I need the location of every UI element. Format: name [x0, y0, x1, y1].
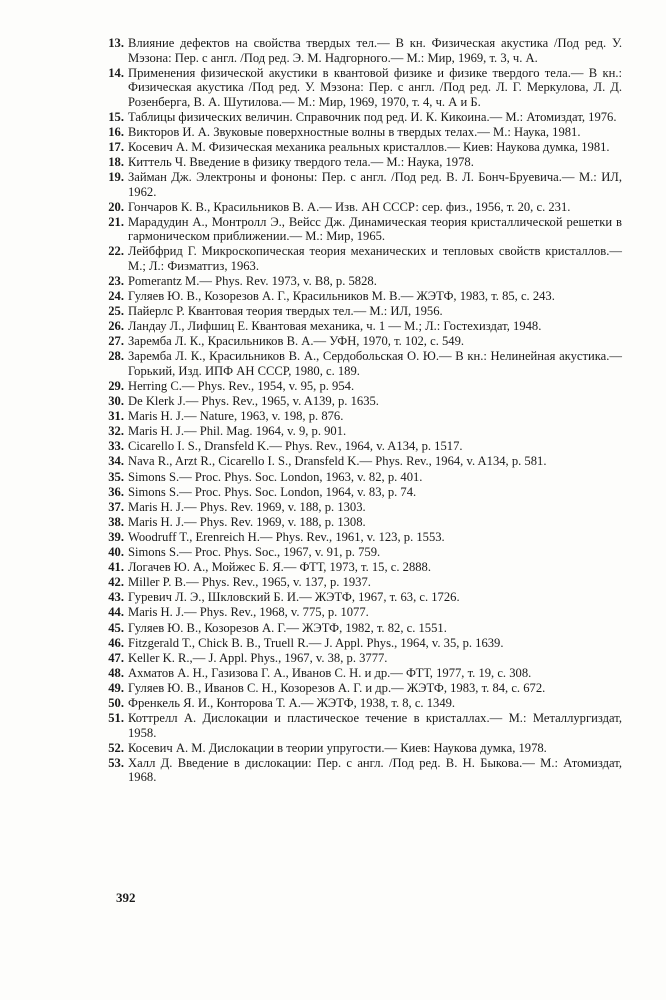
- page-number: 392: [116, 890, 136, 905]
- reference-item: [102, 470, 622, 485]
- reference-text: Simons S.— Proc. Phys. Soc. London, 1964, v. 83, p. 74.: [128, 484, 417, 499]
- reference-number: 32.: [108, 424, 124, 439]
- reference-text: Таблицы физических величин. Справочник под ред. И. К. Кикоина.— М.: Атомиздат, 1976.: [128, 109, 617, 124]
- reference-number: 27.: [108, 334, 124, 349]
- reference-item: [102, 696, 622, 711]
- reference-number: 42.: [108, 575, 124, 590]
- reference-text: Гуляев Ю. В., Козорезов А. Г.— ЖЭТФ, 1982, т. 82, с. 1551.: [128, 620, 447, 635]
- reference-number: 39.: [108, 529, 124, 544]
- reference-item: [102, 560, 622, 575]
- reference-text: Maris H. J.— Nature, 1963, v. 198, p. 876.: [128, 409, 344, 424]
- reference-item: [102, 334, 622, 349]
- reference-item: [102, 500, 622, 515]
- reference-text: Fitzgerald T., Chick B. B., Truell R.— J. Appl. Phys., 1964, v. 35, p. 1639.: [128, 635, 504, 650]
- reference-text: Maris H. J.— Phys. Rev. 1969, v. 188, p. 1308.: [128, 514, 366, 529]
- reference-number: 14.: [108, 65, 124, 80]
- reference-text: De Klerk J.— Phys. Rev., 1965, v. A139, p. 1635.: [128, 394, 379, 409]
- reference-item: [102, 349, 622, 378]
- reference-item: [102, 289, 622, 304]
- reference-text: Гуляев Ю. В., Козорезов А. Г., Красильников М. В.— ЖЭТФ, 1983, т. 85, с. 243.: [128, 289, 555, 304]
- reference-text: Коттрелл А. Дислокации и пластическое течение в кристаллах.— М.: Металлургиздат, 1958.: [128, 711, 622, 740]
- reference-item: [102, 681, 622, 696]
- reference-item: [102, 621, 622, 636]
- reference-number: 36.: [108, 484, 124, 499]
- reference-number: 29.: [108, 379, 124, 393]
- reference-number: 22.: [108, 244, 124, 259]
- reference-number: 53.: [108, 755, 124, 770]
- reference-number: 38.: [108, 514, 124, 529]
- reference-number: 15.: [108, 109, 124, 124]
- reference-item: [102, 439, 622, 454]
- reference-item: [102, 636, 622, 651]
- reference-text: Maris H. J.— Phil. Mag. 1964, v. 9, p. 901.: [128, 424, 347, 439]
- reference-item: [102, 36, 622, 65]
- reference-text: Miller P. B.— Phys. Rev., 1965, v. 137, p. 1937.: [128, 575, 371, 590]
- reference-item: [102, 379, 622, 394]
- reference-item: [102, 424, 622, 439]
- reference-number: 50.: [108, 695, 124, 710]
- reference-number: 26.: [108, 319, 124, 334]
- reference-text: Гуревич Л. Э., Шкловский Б. И.— ЖЭТФ, 1967, т. 63, с. 1726.: [128, 590, 460, 605]
- reference-text: Simons S.— Proc. Phys. Soc. London, 1963, v. 82, p. 401.: [128, 469, 423, 484]
- reference-text: Киттель Ч. Введение в физику твердого тела.— М.: Наука, 1978.: [128, 154, 474, 169]
- reference-item: [102, 394, 622, 409]
- reference-text: Халл Д. Введение в дислокации: Пер. с англ. /Под ред. В. Н. Быкова.— М.: Атомиздат, 1968.: [128, 755, 622, 785]
- reference-text: Применения физической акустики в квантовой физике и физике твердого тела.— В кн.: Физическая акустика /Под ред. У. Мэзона: Пер. с англ. /Под ред. Л. Г. Меркулова, Л. Д. Розенберга, В. А. Шутилова.— М.: Мир, 1969, 1970, т. 4, ч. А и Б.: [128, 65, 622, 109]
- reference-item: [102, 605, 622, 620]
- reference-number: 48.: [108, 665, 124, 680]
- reference-item: [102, 530, 622, 545]
- reference-number: 25.: [108, 304, 124, 319]
- reference-number: 28.: [108, 349, 124, 364]
- reference-text: Заремба Л. К., Красильников В. А.— УФН, 1970, т. 102, с. 549.: [128, 334, 465, 349]
- reference-item: [102, 590, 622, 605]
- reference-item: [102, 215, 622, 244]
- reference-text: Cicarello I. S., Dransfeld K.— Phys. Rev., 1964, v. A134, p. 1517.: [128, 439, 463, 454]
- reference-number: 19.: [108, 170, 124, 185]
- reference-number: 18.: [108, 154, 124, 169]
- reference-text: Марадудин А., Монтролл Э., Вейсс Дж. Динамическая теория кристаллической решетки в гармоническом приближении.— М.: Мир, 1965.: [128, 214, 622, 244]
- reference-item: [102, 545, 622, 560]
- reference-number: 45.: [108, 620, 124, 635]
- reference-text: Maris H. J.— Phys. Rev., 1968, v. 775, p. 1077.: [128, 605, 369, 620]
- reference-text: Nava R., Arzt R., Cicarello I. S., Dransfeld K.— Phys. Rev., 1964, v. A134, p. 581.: [128, 454, 547, 469]
- reference-item: [102, 666, 622, 681]
- reference-text: Herring C.— Phys. Rev., 1954, v. 95, p. 954.: [128, 379, 355, 393]
- reference-text: Влияние дефектов на свойства твердых тел.— В кн. Физическая акустика /Под ред. У. Мэзона: Пер. с англ. /Под ред. Э. М. Надгорного.— М.: Мир, 1969, т. 3, ч. А.: [128, 36, 622, 65]
- reference-text: Ахматов А. Н., Газизова Г. А., Иванов С. Н. и др.— ФТТ, 1977, т. 19, с. 308.: [128, 665, 532, 680]
- reference-item: [102, 515, 622, 530]
- reference-item: [102, 170, 622, 199]
- reference-item: [102, 274, 622, 289]
- reference-text: Заремба Л. К., Красильников В. А., Сердобольская О. Ю.— В кн.: Нелинейная акустика.— Горький, Изд. ИПФ АН СССР, 1980, с. 189.: [128, 349, 622, 378]
- reference-number: 49.: [108, 680, 124, 695]
- reference-number: 46.: [108, 635, 124, 650]
- reference-number: 35.: [108, 469, 124, 484]
- reference-item: [102, 110, 622, 125]
- reference-number: 20.: [108, 199, 124, 214]
- reference-text: Френкель Я. И., Конторова Т. А.— ЖЭТФ, 1938, т. 8, с. 1349.: [128, 695, 456, 710]
- reference-text: Косевич А. М. Дислокации в теории упругости.— Киев: Наукова думка, 1978.: [128, 740, 547, 755]
- reference-number: 51.: [108, 711, 124, 726]
- reference-text: Логачев Ю. А., Мойжес Б. Я.— ФТТ, 1973, т. 15, с. 2888.: [128, 560, 431, 575]
- reference-text: Пайерлс Р. Квантовая теория твердых тел.— М.: ИЛ, 1956.: [128, 304, 443, 319]
- reference-number: 41.: [108, 560, 124, 575]
- reference-number: 16.: [108, 124, 124, 139]
- reference-text: Simons S.— Proc. Phys. Soc., 1967, v. 91, p. 759.: [128, 545, 381, 560]
- reference-text: Викторов И. А. Звуковые поверхностные волны в твердых телах.— М.: Наука, 1981.: [128, 124, 581, 139]
- reference-item: [102, 711, 622, 740]
- reference-number: 52.: [108, 740, 124, 755]
- reference-item: [102, 409, 622, 424]
- reference-number: 33.: [108, 439, 124, 454]
- reference-item: [102, 485, 622, 500]
- reference-text: Maris H. J.— Phys. Rev. 1969, v. 188, p. 1303.: [128, 499, 366, 514]
- reference-number: 17.: [108, 139, 124, 154]
- reference-item: [102, 140, 622, 155]
- reference-item: [102, 319, 622, 334]
- reference-number: 43.: [108, 590, 124, 605]
- reference-list: [102, 36, 622, 785]
- reference-number: 23.: [108, 273, 124, 288]
- reference-text: Займан Дж. Электроны и фононы: Пер. с англ. /Под ред. В. Л. Бонч-Бруевича.— М.: ИЛ, 1962.: [128, 170, 622, 199]
- reference-text: Keller K. R.,— J. Appl. Phys., 1967, v. 38, p. 3777.: [128, 650, 388, 665]
- reference-item: [102, 125, 622, 140]
- reference-number: 40.: [108, 545, 124, 560]
- reference-number: 37.: [108, 499, 124, 514]
- reference-item: [102, 651, 622, 666]
- reference-item: [102, 304, 622, 319]
- reference-text: Гуляев Ю. В., Иванов С. Н., Козорезов А. Г. и др.— ЖЭТФ, 1983, т. 84, с. 672.: [128, 680, 546, 695]
- reference-item: [102, 454, 622, 469]
- reference-item: [102, 200, 622, 215]
- reference-number: 44.: [108, 605, 124, 620]
- reference-item: [102, 66, 622, 110]
- reference-item: [102, 575, 622, 590]
- reference-item: [102, 155, 622, 170]
- reference-text: Лейбфрид Г. Микроскопическая теория механических и тепловых свойств кристаллов.— М.; Л.: Физматгиз, 1963.: [128, 244, 622, 273]
- reference-text: Ландау Л., Лифшиц Е. Квантовая механика, ч. 1 — М.; Л.: Гостехиздат, 1948.: [128, 319, 542, 334]
- reference-text: Woodruff T., Erenreich H.— Phys. Rev., 1961, v. 123, p. 1553.: [128, 529, 445, 544]
- reference-number: 31.: [108, 409, 124, 424]
- reference-text: Косевич А. М. Физическая механика реальных кристаллов.— Киев: Наукова думка, 1981.: [128, 139, 610, 154]
- reference-number: 21.: [108, 214, 124, 229]
- reference-number: 34.: [108, 454, 124, 469]
- reference-text: Pomerantz M.— Phys. Rev. 1973, v. B8, p. 5828.: [128, 273, 377, 288]
- reference-number: 30.: [108, 394, 124, 409]
- reference-number: 13.: [108, 36, 124, 50]
- reference-number: 47.: [108, 650, 124, 665]
- reference-number: 24.: [108, 289, 124, 304]
- reference-text: Гончаров К. В., Красильников В. А.— Изв. АН СССР: сер. физ., 1956, т. 20, с. 231.: [128, 199, 571, 214]
- reference-item: [102, 244, 622, 273]
- reference-item: [102, 756, 622, 785]
- reference-item: [102, 741, 622, 756]
